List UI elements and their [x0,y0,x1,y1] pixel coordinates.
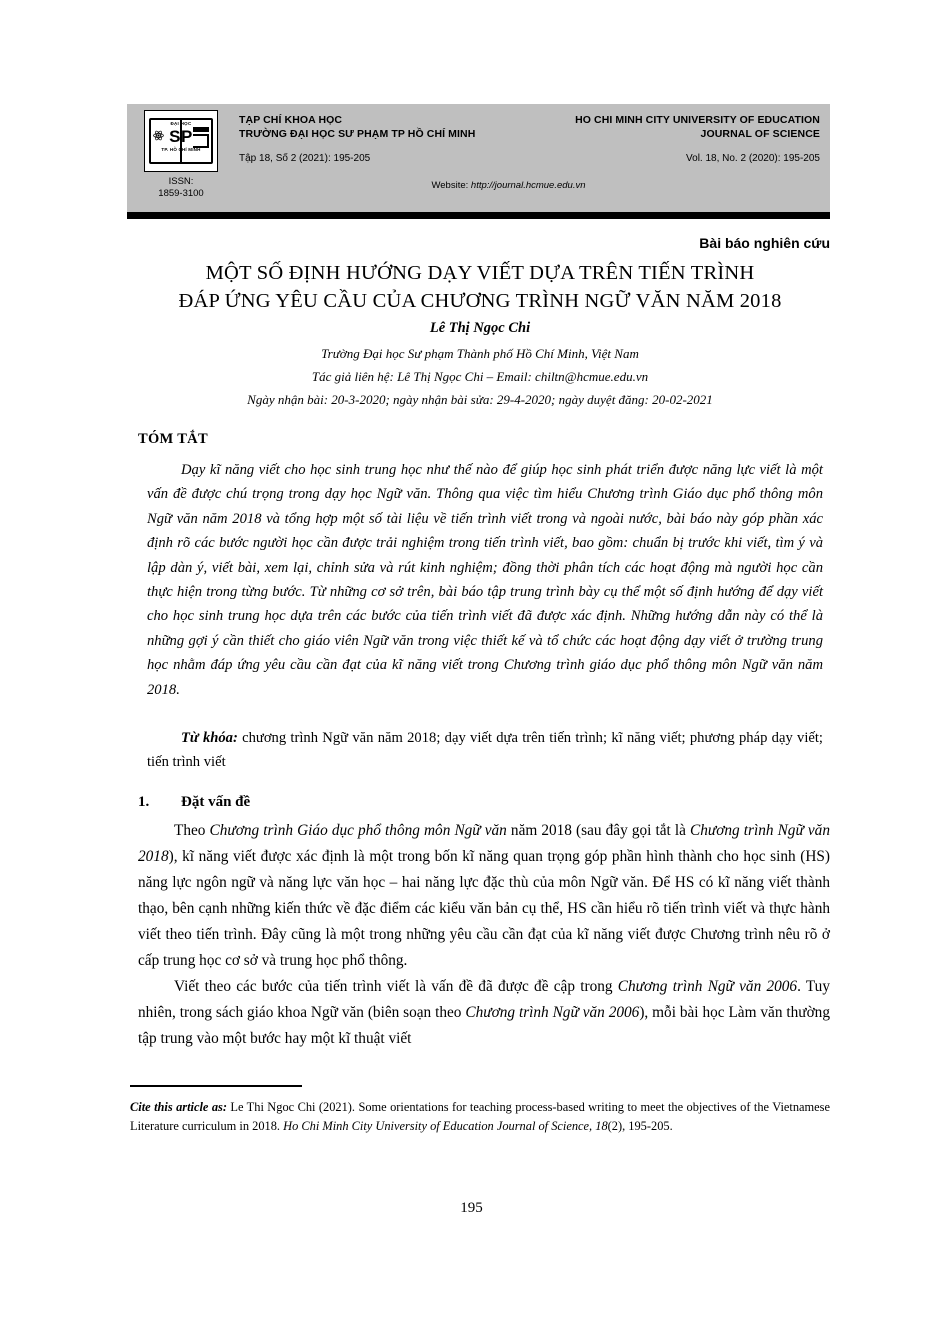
logo-top-label: ĐẠI HỌC [170,121,192,126]
journal-masthead [127,104,830,212]
para2-text-2: . Tuy nhiên, trong sách giáo khoa Ngữ văn (biên soạn theo [138,978,830,1021]
footnote-separator-rule [130,1085,302,1087]
journal-title-en-line1: HO CHI MINH CITY UNIVERSITY OF EDUCATION [575,114,820,126]
keywords-label: Từ khóa: [181,730,238,746]
para1-text-2: năm 2018 (sau đây gọi tắt là [506,822,690,839]
website-url[interactable]: http://journal.hcmue.edu.vn [470,180,586,191]
keywords-text: chương trình Ngữ văn năm 2018; dạy viết dựa trên tiến trình; kĩ năng viết; phương pháp dạy viết; tiến trình viết [147,730,823,771]
para2-text-1: Viết theo các bước của tiến trình viết là vấn đề đã được đề cập trong [174,978,618,995]
para2-italic-2: Chương trình Ngữ văn 2006 [465,1003,640,1021]
article-type-label: Bài báo nghiên cứu [699,235,830,251]
section-title: Đặt vấn đề [181,794,251,810]
cite-text-1: Le Thi Ngoc Chi (2021). Some orientations for teaching process-based writing to meet the objectives of the Vietnamese Literature curriculum in 2018. [130,1100,830,1134]
logo-flag-shape [193,127,209,132]
page-title-line2: ĐÁP ỨNG YÊU CẦU CỦA CHƯƠNG TRÌNH NGỮ VĂN NĂM 2018 [178,290,782,312]
corresponding-author: Tác giả liên hệ: Lê Thị Ngọc Chi – Email: chiltn@hcmue.edu.vn [311,369,649,384]
issn-value: 1859-3100 [158,188,204,199]
citation-footnote [130,1098,830,1136]
author-affiliation: Trường Đại học Sư phạm Thành phố Hồ Chí Minh, Việt Nam [321,346,639,361]
volume-info-vietnamese: Tập 18, Số 2 (2021): 195-205 [239,153,371,164]
website-label: Website: [431,180,469,191]
journal-title-english [420,113,820,141]
logo-sp-label: SP [169,127,193,146]
volume-info-english: Vol. 18, No. 2 (2020): 195-205 [686,153,820,164]
abstract-text: Dạy kĩ năng viết cho học sinh trung học như thế nào để giúp học sinh phát triển được năng lực viết là một vấn đề được chú trọng trong dạy học Ngữ văn. Thông qua việc tìm hiểu Chương trình Giáo dục phổ thông môn Ngữ văn năm 2018 và tổng hợp một số tài liệu về tiến trình viết trong và ngoài nước, bài báo này góp phần xác định rõ các bước người học cần được trải nghiệm trong tiến trình viết, bao gồm: chuẩn bị trước khi viết, tìm ý và lập dàn ý, viết bài, xem lại, chỉnh sửa và rút kinh nghiệm; đồng thời phân tích các hoạt động mà người học cần thực hiện trong từng bước. Từ những cơ sở trên, bài báo tập trung trình bày cụ thể một số định hướng để dạy viết cho học sinh trung học dựa trên các bước của tiến trình viết đã được xác định. Những hướng dẫn này có thể là những gợi ý cần thiết cho giáo viên Ngữ văn trong việc thiết kế và tổ chức các hoạt động dạy viết ở trường trung học nhằm đáp ứng yêu cầu cần đạt của kĩ năng viết trong Chương trình giáo dục phổ thông môn Ngữ văn năm 2018. [147,462,823,698]
para1-text-1: Theo [174,822,210,839]
body-paragraph-2 [138,974,830,1052]
logo-hook-shape [193,134,209,148]
page-number: 195 [460,1200,483,1216]
cite-text-2: (2), 195-205. [607,1119,673,1134]
university-logo [144,110,218,172]
logo-bottom-label: TP. HỒ CHÍ MINH [161,147,201,152]
page-title-line1: MỘT SỐ ĐỊNH HƯỚNG DẠY VIẾT DỰA TRÊN TIẾN TRÌNH [205,262,755,284]
para2-text-3: ), mỗi bài học Làm văn thường tập trung vào một bước hay một kĩ thuật viết [138,1003,830,1047]
cite-journal: Ho Chi Minh City University of Education Journal of Science, 18 [283,1119,608,1134]
author-name: Lê Thị Ngọc Chi [429,320,531,336]
submission-dates: Ngày nhận bài: 20-3-2020; ngày nhận bài sửa: 29-4-2020; ngày duyệt đăng: 20-02-2021 [247,392,713,407]
journal-website [127,180,830,192]
masthead-bottom-rule [127,212,830,219]
body-paragraph-1 [138,818,830,973]
para1-italic-2: Chương trình Ngữ văn 2018 [138,822,830,865]
issn-label: ISSN: [168,176,194,187]
keywords-block [147,726,823,775]
section-number: 1. [138,794,150,810]
para1-text-3: ), kĩ năng viết được xác định là một trong bốn kĩ năng quan trọng góp phần hình thành cho học sinh (HS) năng lực ngôn ngữ và năng lực văn học – hai năng lực đặc thù của môn Ngữ văn. Để HS có kĩ năng viết thành thạo, bên cạnh những kiến thức về đặc điểm các kiểu văn bản cụ thể, HS cần hiểu rõ tiến trình viết và thực hành viết theo tiến trình. Đây cũng là một trong những yêu cầu cần đạt của kĩ năng viết được Chương trình nêu rõ ở cấp trung học cơ sở và trung học phổ thông. [138,847,830,969]
journal-title-en-line2: JOURNAL OF SCIENCE [700,128,820,140]
logo-inner-graphic [149,115,213,167]
abstract-heading: TÓM TẮT [138,431,208,447]
journal-title-vn-line1: TẠP CHÍ KHOA HỌC [239,114,343,126]
para1-italic-1: Chương trình Giáo dục phổ thông môn Ngữ văn [209,822,507,839]
para2-italic-1: Chương trình Ngữ văn 2006 [617,978,798,995]
cite-label: Cite this article as: [130,1100,227,1114]
journal-title-vn-line2: TRƯỜNG ĐẠI HỌC SƯ PHẠM TP HỒ CHÍ MINH [239,128,476,140]
page-title [130,259,830,315]
